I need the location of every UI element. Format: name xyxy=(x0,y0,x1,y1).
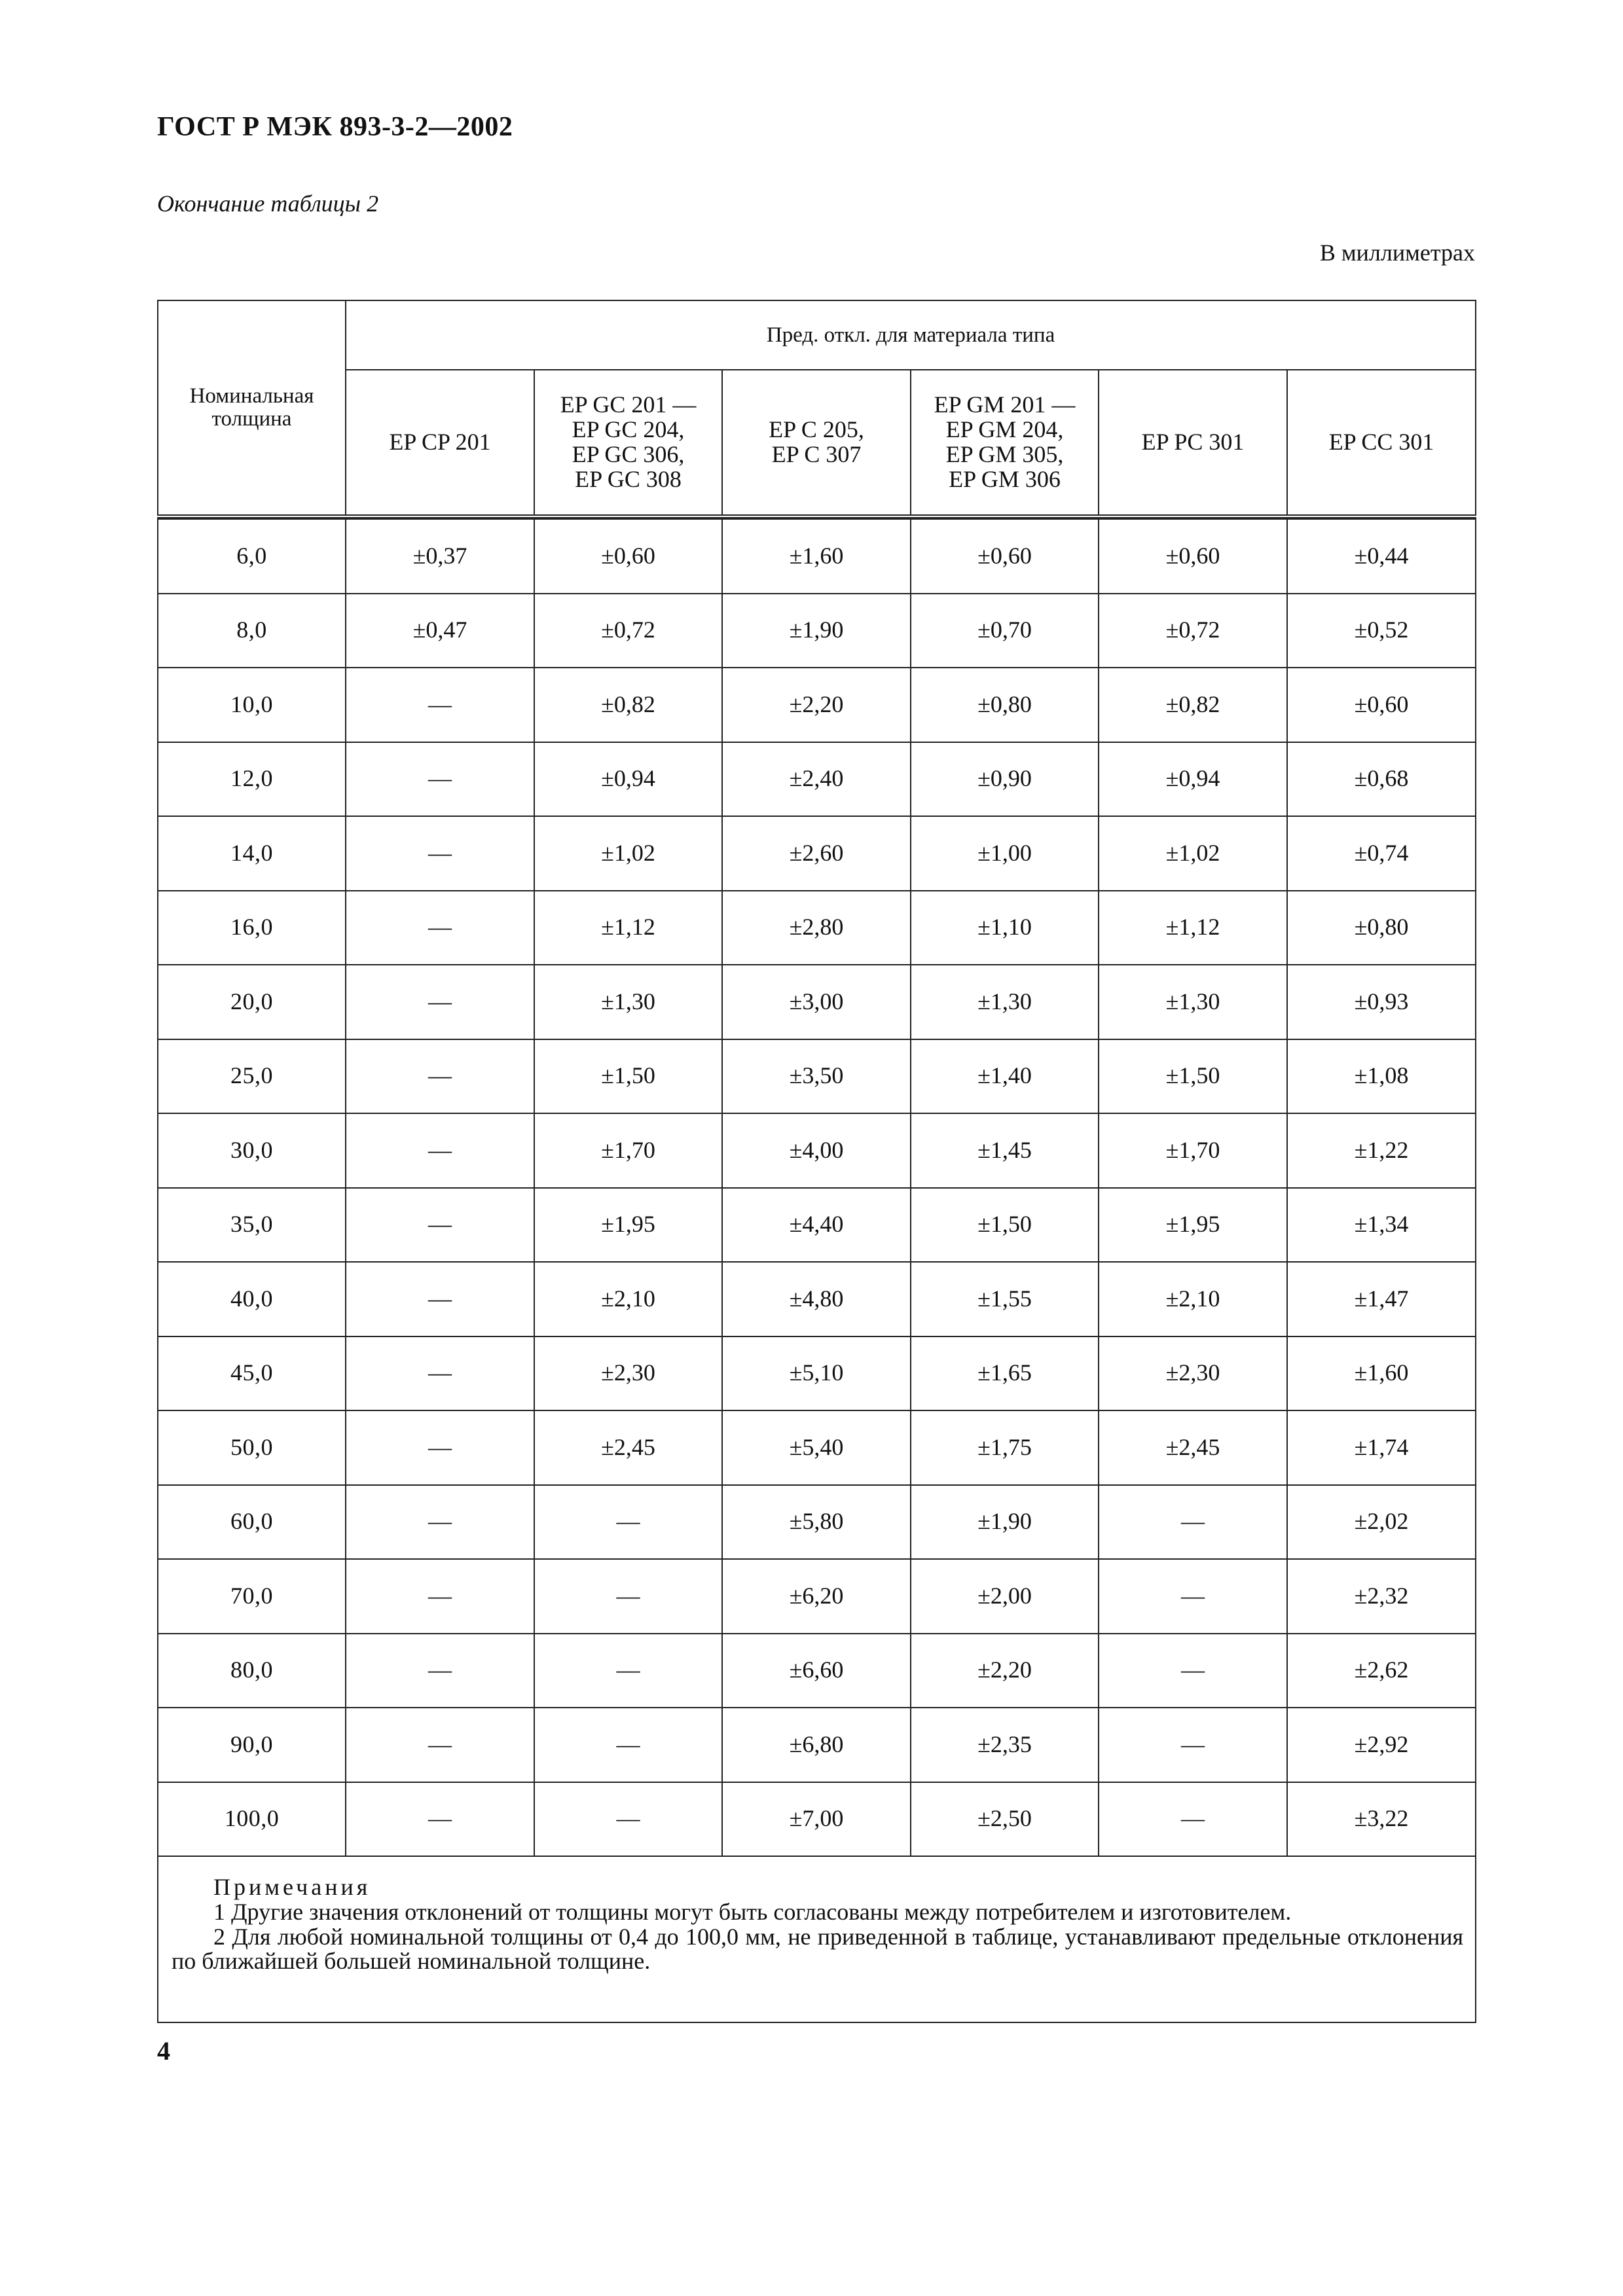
tolerance-cell: ±1,12 xyxy=(1099,891,1287,965)
nominal-thickness-cell: 70,0 xyxy=(158,1559,346,1634)
table-row xyxy=(158,1559,1476,1634)
tolerance-table-container xyxy=(157,300,1475,2023)
tolerance-cell: ±0,44 xyxy=(1287,519,1476,594)
tolerance-cell: ±0,47 xyxy=(346,594,534,668)
nominal-thickness-cell: 45,0 xyxy=(158,1336,346,1411)
tolerance-cell: — xyxy=(1099,1782,1287,1857)
tolerance-cell: ±1,10 xyxy=(911,891,1099,965)
column-header-line: EP CC 301 xyxy=(1328,429,1434,456)
nominal-thickness-cell: 14,0 xyxy=(158,816,346,891)
table-row xyxy=(158,668,1476,742)
tolerance-cell: ±3,22 xyxy=(1287,1782,1476,1857)
tolerance-cell: ±1,74 xyxy=(1287,1410,1476,1485)
table-caption: Окончание таблицы 2 xyxy=(157,190,379,217)
column-header-line: EP CP 201 xyxy=(389,429,491,456)
tolerance-cell: — xyxy=(346,816,534,891)
table-row xyxy=(158,1113,1476,1188)
tolerance-cell: — xyxy=(1099,1634,1287,1708)
table-row xyxy=(158,594,1476,668)
tolerance-cell: ±5,10 xyxy=(722,1336,911,1411)
tolerance-cell: ±1,45 xyxy=(911,1113,1099,1188)
tolerance-cell: ±0,52 xyxy=(1287,594,1476,668)
page-number: 4 xyxy=(157,2036,170,2066)
tolerance-cell: ±1,70 xyxy=(534,1113,722,1188)
tolerance-cell: ±1,95 xyxy=(534,1188,722,1263)
tolerance-cell: — xyxy=(534,1708,722,1782)
tolerance-cell: ±0,93 xyxy=(1287,965,1476,1039)
tolerance-cell: ±2,62 xyxy=(1287,1634,1476,1708)
tolerance-cell: ±2,50 xyxy=(911,1782,1099,1857)
nominal-thickness-cell: 20,0 xyxy=(158,965,346,1039)
tolerance-cell: ±1,30 xyxy=(911,965,1099,1039)
material-column-header xyxy=(722,370,911,516)
tolerance-cell: ±5,80 xyxy=(722,1485,911,1560)
material-column-header xyxy=(1287,370,1476,516)
tolerance-cell: ±1,70 xyxy=(1099,1113,1287,1188)
nominal-thickness-cell: 60,0 xyxy=(158,1485,346,1560)
tolerance-cell: — xyxy=(1099,1559,1287,1634)
tolerance-cell: ±1,40 xyxy=(911,1039,1099,1114)
tolerance-cell: ±7,00 xyxy=(722,1782,911,1857)
tolerance-cell: ±2,45 xyxy=(534,1410,722,1485)
tolerance-cell: ±0,90 xyxy=(911,742,1099,817)
table-row xyxy=(158,891,1476,965)
units-label: В миллиметрах xyxy=(1319,240,1475,266)
tolerance-cell: ±0,60 xyxy=(1099,519,1287,594)
table-row xyxy=(158,965,1476,1039)
tolerance-cell: — xyxy=(346,1559,534,1634)
tolerance-cell: ±1,00 xyxy=(911,816,1099,891)
tolerance-cell: ±2,32 xyxy=(1287,1559,1476,1634)
tolerance-cell: ±2,00 xyxy=(911,1559,1099,1634)
material-column-header xyxy=(911,370,1099,516)
material-column-header xyxy=(1099,370,1287,516)
table-row xyxy=(158,1039,1476,1114)
tolerance-cell: ±2,02 xyxy=(1287,1485,1476,1560)
tolerance-cell: ±1,02 xyxy=(534,816,722,891)
tolerance-cell: ±2,60 xyxy=(722,816,911,891)
tolerance-cell: — xyxy=(534,1782,722,1857)
tolerance-cell: ±3,50 xyxy=(722,1039,911,1114)
tolerance-cell: ±1,60 xyxy=(722,519,911,594)
tolerance-cell: ±1,60 xyxy=(1287,1336,1476,1411)
tolerance-cell: ±4,80 xyxy=(722,1262,911,1336)
tolerance-cell: ±1,50 xyxy=(1099,1039,1287,1114)
tolerance-cell: — xyxy=(346,1782,534,1857)
nominal-thickness-cell: 50,0 xyxy=(158,1410,346,1485)
table-row xyxy=(158,742,1476,817)
tolerance-cell: ±1,47 xyxy=(1287,1262,1476,1336)
nominal-header-line: толщина xyxy=(211,407,292,431)
tolerance-cell: ±0,60 xyxy=(1287,668,1476,742)
tolerance-cell: ±1,95 xyxy=(1099,1188,1287,1263)
table-row xyxy=(158,1485,1476,1560)
tolerance-cell: ±2,30 xyxy=(534,1336,722,1411)
tolerance-cell: ±2,10 xyxy=(534,1262,722,1336)
tolerance-cell: ±1,30 xyxy=(1099,965,1287,1039)
tolerance-cell: — xyxy=(1099,1708,1287,1782)
tolerance-cell: ±0,72 xyxy=(1099,594,1287,668)
tolerance-cell: — xyxy=(346,1410,534,1485)
column-header-line: EP C 307 xyxy=(771,441,862,467)
nominal-header-line: Номинальная xyxy=(189,384,314,408)
column-header-line: EP GM 204, xyxy=(945,416,1064,443)
tolerance-cell: — xyxy=(346,1262,534,1336)
tolerance-cell: ±1,50 xyxy=(911,1188,1099,1263)
tolerance-cell: ±0,74 xyxy=(1287,816,1476,891)
tolerance-cell: ±1,90 xyxy=(911,1485,1099,1560)
tolerance-cell: ±3,00 xyxy=(722,965,911,1039)
nominal-thickness-cell: 25,0 xyxy=(158,1039,346,1114)
tolerance-cell: ±4,00 xyxy=(722,1113,911,1188)
tolerance-cell: ±6,80 xyxy=(722,1708,911,1782)
tolerance-cell: ±1,50 xyxy=(534,1039,722,1114)
tolerance-cell: ±2,20 xyxy=(722,668,911,742)
nominal-thickness-cell: 35,0 xyxy=(158,1188,346,1263)
tolerance-cell: — xyxy=(534,1634,722,1708)
material-group-header: Пред. откл. для материала типа xyxy=(346,300,1476,370)
tolerance-cell: ±2,10 xyxy=(1099,1262,1287,1336)
tolerance-cell: — xyxy=(346,1634,534,1708)
tolerance-cell: ±0,37 xyxy=(346,519,534,594)
tolerance-cell: ±4,40 xyxy=(722,1188,911,1263)
tolerance-cell: ±2,40 xyxy=(722,742,911,817)
tolerance-cell: ±2,30 xyxy=(1099,1336,1287,1411)
tolerance-cell: ±0,68 xyxy=(1287,742,1476,817)
table-body xyxy=(158,519,1476,1856)
tolerance-cell: ±0,94 xyxy=(1099,742,1287,817)
table-row xyxy=(158,1634,1476,1708)
column-header-line: EP C 205, xyxy=(769,416,864,443)
tolerance-cell: ±1,90 xyxy=(722,594,911,668)
tolerance-cell: ±1,30 xyxy=(534,965,722,1039)
column-header-row xyxy=(158,370,1476,516)
column-header-line: EP GM 201 — xyxy=(934,391,1076,418)
notes-title: Примечания xyxy=(213,1874,371,1900)
tolerance-cell: — xyxy=(346,1485,534,1560)
tolerance-cell: ±0,60 xyxy=(911,519,1099,594)
tolerance-cell: — xyxy=(346,891,534,965)
table-row xyxy=(158,1410,1476,1485)
tolerance-cell: — xyxy=(534,1559,722,1634)
tolerance-cell: ±1,22 xyxy=(1287,1113,1476,1188)
tolerance-cell: ±5,40 xyxy=(722,1410,911,1485)
tolerance-cell: ±1,02 xyxy=(1099,816,1287,891)
document-code: ГОСТ Р МЭК 893-3-2—2002 xyxy=(157,112,513,142)
nominal-thickness-cell: 6,0 xyxy=(158,519,346,594)
tolerance-cell: ±1,08 xyxy=(1287,1039,1476,1114)
column-header-line: EP GC 308 xyxy=(575,465,682,492)
table-row xyxy=(158,1262,1476,1336)
column-header-line: EP GC 204, xyxy=(572,416,685,443)
nominal-thickness-cell: 80,0 xyxy=(158,1634,346,1708)
nominal-thickness-cell: 30,0 xyxy=(158,1113,346,1188)
tolerance-cell: ±2,45 xyxy=(1099,1410,1287,1485)
column-header-line: EP GM 306 xyxy=(949,465,1061,492)
table-row xyxy=(158,1708,1476,1782)
tolerance-cell: — xyxy=(346,1039,534,1114)
column-header-line: EP PC 301 xyxy=(1141,429,1245,456)
tolerance-cell: ±1,55 xyxy=(911,1262,1099,1336)
tolerance-cell: — xyxy=(346,742,534,817)
tolerance-cell: — xyxy=(346,1188,534,1263)
note-item: 1 Другие значения отклонений от толщины могут быть согласованы между потребителем и изготовителем. xyxy=(213,1898,1292,1925)
nominal-thickness-cell: 10,0 xyxy=(158,668,346,742)
column-header-line: EP GC 306, xyxy=(572,441,685,467)
tolerance-cell: — xyxy=(346,1113,534,1188)
tolerance-cell: ±0,82 xyxy=(534,668,722,742)
tolerance-cell: ±0,82 xyxy=(1099,668,1287,742)
tolerance-cell: — xyxy=(534,1485,722,1560)
tolerance-cell: ±2,80 xyxy=(722,891,911,965)
notes-cell xyxy=(158,1856,1476,2022)
tolerance-cell: — xyxy=(346,668,534,742)
tolerance-cell: ±0,94 xyxy=(534,742,722,817)
nominal-thickness-header xyxy=(158,300,346,516)
tolerance-cell: ±0,80 xyxy=(911,668,1099,742)
nominal-thickness-cell: 40,0 xyxy=(158,1262,346,1336)
tolerance-cell: ±1,75 xyxy=(911,1410,1099,1485)
nominal-thickness-cell: 90,0 xyxy=(158,1708,346,1782)
tolerance-cell: ±2,35 xyxy=(911,1708,1099,1782)
tolerance-cell: ±6,60 xyxy=(722,1634,911,1708)
table-row xyxy=(158,1782,1476,1857)
table-row xyxy=(158,816,1476,891)
material-column-header xyxy=(534,370,722,516)
table-row xyxy=(158,519,1476,594)
tolerance-cell: ±0,60 xyxy=(534,519,722,594)
tolerance-cell: — xyxy=(346,1336,534,1411)
tolerance-cell: ±0,80 xyxy=(1287,891,1476,965)
notes-row xyxy=(158,1856,1476,2022)
column-header-line: EP GM 305, xyxy=(945,441,1064,467)
tolerance-cell: — xyxy=(1099,1485,1287,1560)
nominal-thickness-cell: 16,0 xyxy=(158,891,346,965)
tolerance-cell: — xyxy=(346,965,534,1039)
tolerance-cell: ±2,20 xyxy=(911,1634,1099,1708)
table-row xyxy=(158,1188,1476,1263)
tolerance-cell: ±6,20 xyxy=(722,1559,911,1634)
table-row xyxy=(158,1336,1476,1411)
tolerance-cell: ±0,72 xyxy=(534,594,722,668)
nominal-thickness-cell: 12,0 xyxy=(158,742,346,817)
column-header-line: EP GC 201 — xyxy=(560,391,697,418)
tolerance-table xyxy=(157,300,1476,2023)
note-item: 2 Для любой номинальной толщины от 0,4 до 100,0 мм, не приведенной в таблице, устанавливают предельные отклонения по ближайшей большей номинальной толщине. xyxy=(172,1923,1464,1975)
nominal-thickness-cell: 8,0 xyxy=(158,594,346,668)
tolerance-cell: ±1,65 xyxy=(911,1336,1099,1411)
tolerance-cell: ±2,92 xyxy=(1287,1708,1476,1782)
material-column-header xyxy=(346,370,534,516)
nominal-thickness-cell: 100,0 xyxy=(158,1782,346,1857)
tolerance-cell: — xyxy=(346,1708,534,1782)
tolerance-cell: ±0,70 xyxy=(911,594,1099,668)
tolerance-cell: ±1,34 xyxy=(1287,1188,1476,1263)
tolerance-cell: ±1,12 xyxy=(534,891,722,965)
